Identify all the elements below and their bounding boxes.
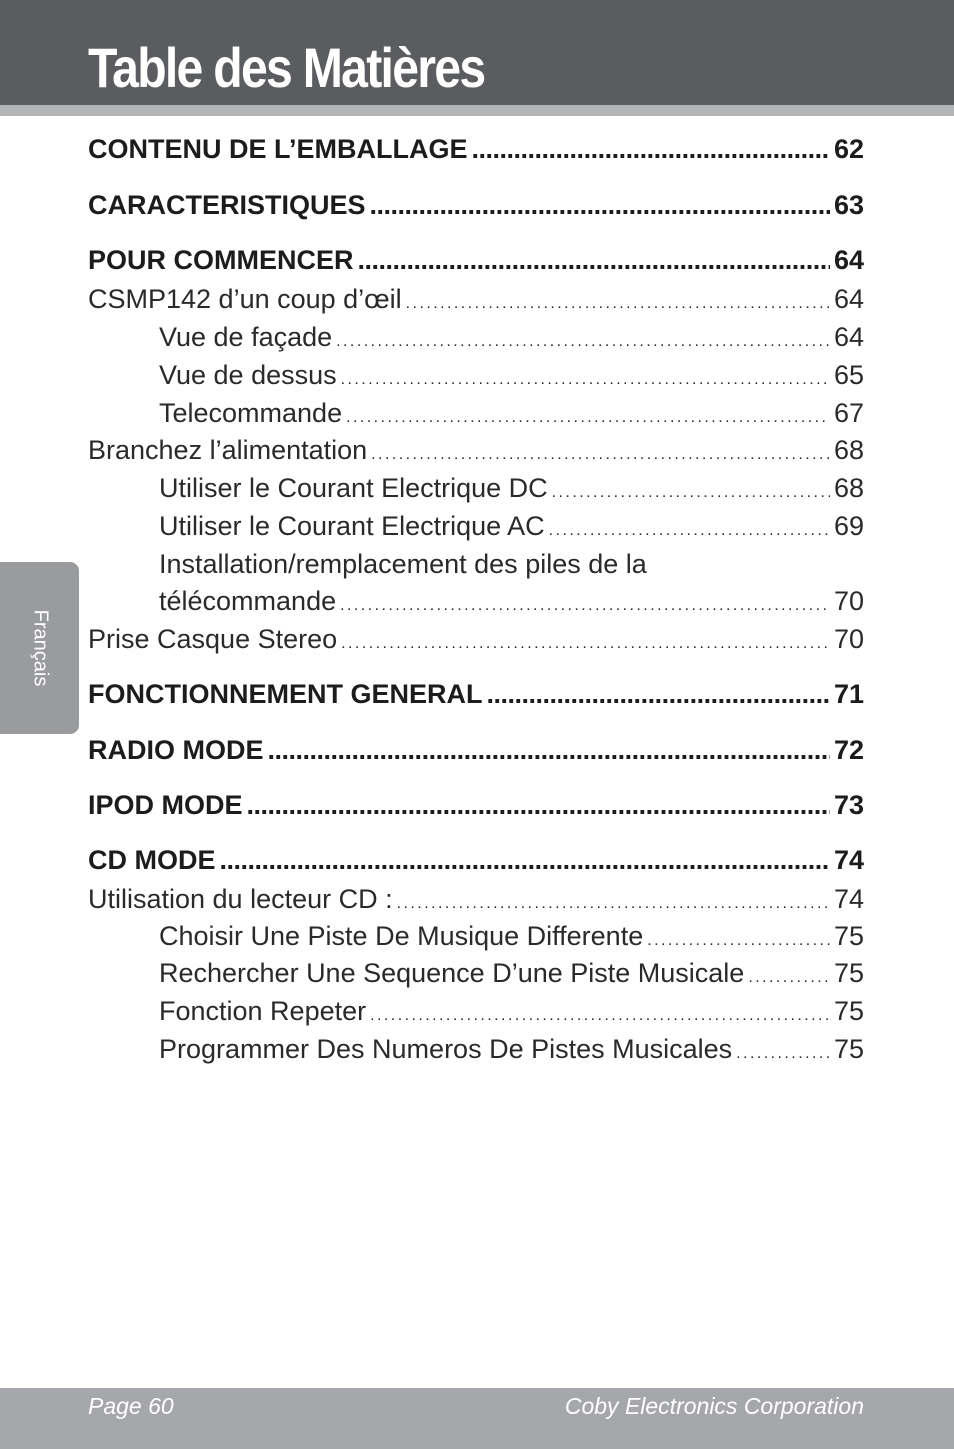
- dot-leader: [370, 996, 830, 1027]
- toc-entry-installation-line2[interactable]: [159, 586, 864, 617]
- footer-page-number: Page 60: [88, 1393, 174, 1419]
- toc-entry-pour-commencer[interactable]: [88, 245, 864, 276]
- dot-leader: [748, 958, 830, 989]
- toc-entry-telecommande[interactable]: [159, 398, 864, 429]
- toc-entry-page: 71: [833, 679, 864, 709]
- toc-entry-label: Prise Casque Stereo: [88, 624, 338, 654]
- toc-entry-label: FONCTIONNEMENT GENERAL: [88, 679, 483, 709]
- toc-entry-page: 68: [833, 473, 864, 503]
- toc-entry-installation-line1[interactable]: Installation/remplacement des piles de la: [159, 549, 647, 579]
- dot-leader: [336, 322, 830, 353]
- toc-entry-page: 64: [833, 322, 864, 352]
- dot-leader: [487, 679, 830, 710]
- toc-entry-label: RADIO MODE: [88, 735, 264, 765]
- dot-leader: [370, 190, 830, 221]
- dot-leader: [736, 1034, 830, 1065]
- header-band: [0, 105, 954, 116]
- toc-entry-page: 75: [833, 996, 864, 1026]
- toc-entry-label: Utiliser le Courant Electrique AC: [159, 511, 545, 541]
- toc-entry-page: 70: [833, 586, 864, 616]
- toc-entry-page: 67: [833, 398, 864, 428]
- toc-entry-fonctionnement[interactable]: [88, 679, 864, 710]
- toc-entry-programmer-numeros[interactable]: [159, 1034, 864, 1065]
- toc-entry-page: 64: [833, 284, 864, 314]
- dot-leader: [341, 624, 830, 655]
- toc-entry-label: POUR COMMENCER: [88, 245, 354, 275]
- toc-entry-caracteristiques[interactable]: [88, 190, 864, 221]
- toc-entry-ipod-mode[interactable]: [88, 790, 864, 821]
- dot-leader: [647, 921, 830, 952]
- toc-entry-page: 74: [833, 884, 864, 914]
- toc-entry-cd-mode[interactable]: [88, 845, 864, 876]
- dot-leader: [549, 511, 830, 542]
- toc-entry-label: Branchez l’alimentation: [88, 435, 368, 465]
- toc-entry-label: Vue de dessus: [159, 360, 337, 390]
- toc-entry-courant-dc[interactable]: [159, 473, 864, 504]
- dot-leader: [397, 884, 830, 915]
- toc-entry-page: 74: [833, 845, 864, 875]
- toc-entry-page: 75: [833, 1034, 864, 1064]
- toc-entry-rechercher-sequence[interactable]: [159, 958, 864, 989]
- toc-entry-page: 64: [833, 245, 864, 275]
- toc-entry-radio-mode[interactable]: [88, 735, 864, 766]
- dot-leader: [341, 360, 830, 391]
- dot-leader: [220, 845, 830, 876]
- toc-entry-prise-casque[interactable]: [88, 624, 864, 655]
- toc-entry-page: 68: [833, 435, 864, 465]
- language-tab-label: Français: [29, 609, 52, 687]
- toc-entry-branchez[interactable]: [88, 435, 864, 466]
- toc-entry-label: Fonction Repeter: [159, 996, 367, 1026]
- toc-entry-label: Utilisation du lecteur CD :: [88, 884, 393, 914]
- toc-entry-utilisation-cd[interactable]: [88, 884, 864, 915]
- toc-entry-label: CSMP142 d’un coup d’œil: [88, 284, 402, 314]
- toc-entry-page: 75: [833, 958, 864, 988]
- toc-entry-page: 63: [833, 190, 864, 220]
- toc-entry-label: Vue de façade: [159, 322, 333, 352]
- toc-entry-page: 75: [833, 921, 864, 951]
- dot-leader: [406, 284, 830, 315]
- toc-entry-csmp142[interactable]: [88, 284, 864, 315]
- dot-leader: [340, 586, 830, 617]
- toc-entry-page: 65: [833, 360, 864, 390]
- dot-leader: [472, 134, 830, 165]
- toc-entry-vue-dessus[interactable]: [159, 360, 864, 391]
- toc-entry-label: Rechercher Une Sequence D’une Piste Musicale: [159, 958, 745, 988]
- toc-entry-label: CARACTERISTIQUES: [88, 190, 366, 220]
- toc-entry-courant-ac[interactable]: [159, 511, 864, 542]
- toc-entry-vue-facade[interactable]: [159, 322, 864, 353]
- toc-entry-choisir-piste[interactable]: [159, 921, 864, 952]
- toc-entry-label: CD MODE: [88, 845, 216, 875]
- toc-entry-label: Utiliser le Courant Electrique DC: [159, 473, 548, 503]
- toc-entry-contenu[interactable]: [88, 134, 864, 165]
- dot-leader: [552, 473, 830, 504]
- toc-entry-page: 73: [833, 790, 864, 820]
- toc-entry-label: CONTENU DE L’EMBALLAGE: [88, 134, 468, 164]
- toc-entry-label: IPOD MODE: [88, 790, 243, 820]
- page-title: Table des Matières: [88, 36, 485, 99]
- toc-entry-page: 62: [833, 134, 864, 164]
- footer-company: Coby Electronics Corporation: [564, 1393, 864, 1419]
- toc-entry-label: Programmer Des Numeros De Pistes Musicales: [159, 1034, 733, 1064]
- toc-entry-label: télécommande: [159, 586, 337, 616]
- dot-leader: [371, 435, 830, 466]
- toc-entry-page: 69: [833, 511, 864, 541]
- toc-entry-label: Choisir Une Piste De Musique Differente: [159, 921, 644, 951]
- dot-leader: [358, 245, 830, 276]
- dot-leader: [268, 735, 830, 766]
- toc-entry-label: Telecommande: [159, 398, 343, 428]
- toc-entry-page: 72: [833, 735, 864, 765]
- dot-leader: [346, 398, 830, 429]
- toc-entry-page: 70: [833, 624, 864, 654]
- toc-entry-fonction-repeter[interactable]: [159, 996, 864, 1027]
- dot-leader: [247, 790, 830, 821]
